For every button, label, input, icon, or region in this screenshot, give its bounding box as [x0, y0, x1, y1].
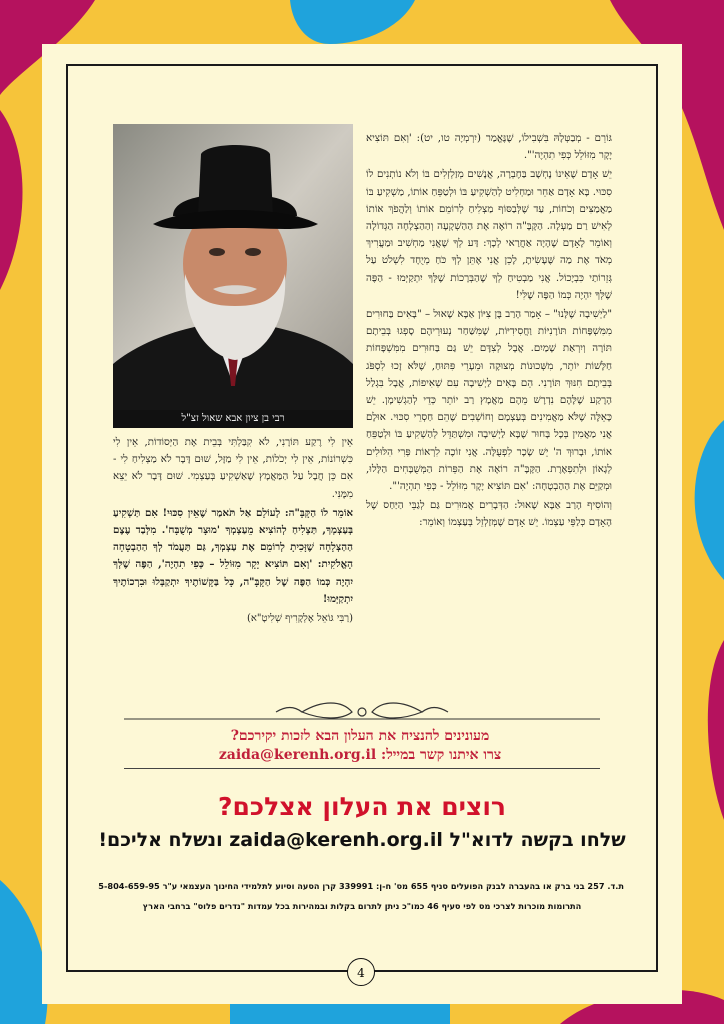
ornament-divider	[66, 700, 658, 724]
cta-subtitle: שלחו בקשה לדוא"ל zaida@kerenh.org.il ונשלח אליכם!	[98, 829, 626, 851]
promo-email-link[interactable]: zaida@kerenh.org.il	[218, 747, 377, 763]
article-bold-paragraph: אוֹמֵר לוֹ הַקָּבָּ"ה: לְעוֹלָם אַל תֹּאמַר שֶׁאֵין סִכּוּי! אִם תַּשְׁקִיעַ בְּעַצְמְךָ, תַּצְלִיחַ לְהוֹצִיא מֵעַצְמְךָ 'מוּצָר מְשֻׁבָּח'. מִלְּבַד עֶצֶם הַהַצְלָחָה שֶׁזָּכִיתָ לְרוֹמֵם אֶת עַצְמְךָ, גַּם תַּעֲמֹד לְךָ הַהַבְטָחָה הָאֱלֹקִית: 'וְאִם תּוֹצִיא יָקָר מִזּוֹלֵל – כְּפִי תִהְיֶה', הַפֶּה שֶׁלְּךָ יִהְיֶה כְּמוֹ הַפֶּה שֶׁל הַקָּבָּ"ה, כָּל בַּקָּשׁוֹתֶיךָ יִתְקַבְּלוּ וּבִרְכוֹתֶיךָ יִתְקַיְּמוּ!	[113, 506, 353, 605]
divider-line	[124, 768, 600, 769]
article-paragraph: וְהוֹסִיף הָרַב אַבָּא שָׁאוּל: הַדְּבָרִים אֲמוּרִים גַּם לְגַבֵּי הַיַּחַס שֶׁל הָאָדָם כְּלַפֵּי עַצְמוֹ. יֵשׁ אָדָם שֶׁמְּזַלְזֵל בְּעַצְמוֹ וְאוֹמֵר:	[366, 500, 612, 529]
article-paragraph: "לַיְשִׁיבָה שֶׁלָּנוּ" – אָמַר הָרַב בֶּן צִיּוֹן אַבָּא שָׁאוּל – "בָּאִים בַּחוּרִים מִמִּשְׁפָּחוֹת תּוֹרָנִיּוֹת וַחֲסִידִיּוֹת, שֶׁמִּשַּׁחַר נְעוּרֵיהֶם סָפְגוּ בְּבֵיתָם תּוֹרָה וְיִרְאַת שָׁמַיִם. אֲבָל לְצִדָּם יֵשׁ גַּם בַּחוּרִים מִמִּשְׁפָּחוֹת חַלָּשׁוֹת יוֹתֵר, מִשְּׁכוּנוֹת מְצוּקָה וּמֵעָרֵי פִּתּוּחַ, שֶׁלֹּא זָכוּ לִסְפֹּג בְּבֵיתָם חִנּוּךְ תּוֹרָנִי. הֵם בָּאִים לַיְשִׁיבָה עִם שְׁאִיפוֹת, אֲבָל בִּגְלַל הָרֶקַע שֶׁלָּהֶם נִדְרָשׁ מֵהֶם מַאֲמָץ רַב יוֹתֵר כְּדֵי לְהַגְשִׁימָן. יֵשׁ כָּאֵלֶּה שֶׁלֹּא מַאֲמִינִים בְּעַצְמָם וְחוֹשְׁבִים שֶׁהֵם חַסְרֵי סִכּוּי. אוּלָם אֲנִי מַאֲמִין בְּכָל בָּחוּר שֶׁבָּא לַיְשִׁיבָה וּמִשְׁתַּדֵּל לְהַשְׁקִיעַ בּוֹ וּלְטַפֵּחַ אוֹתוֹ, וּבָרוּךְ ה' יֵשׁ שָׂכָר לִפְעֻלָּה. אֲנִי זוֹכֶה לִרְאוֹת פְּרִי הִלּוּלִים לְגָאוֹן וּלְתִפְאֶרֶת. הַקָּבָּ"ה רוֹאֶה אֶת הַפֵּרוֹת הַמְּשֻׁבָּחִים הַלָּלוּ, וּמְקַיֵּם אֶת הַהַבְטָחָה: 'אִם תּוֹצִיא יָקָר מִזּוֹלֵל - כְּפִי תִהְיֶה'".	[366, 309, 612, 493]
legal-tax-info: התרומות מוכרות לצרכי מס לפי סעיף 46 כמו"כ ניתן לתרום בקלות ובמהירות בכל עמדות "נדרים פלוס" ברחבי הארץ	[142, 901, 582, 911]
dedication-promo	[120, 726, 600, 764]
article-right-column	[366, 130, 612, 534]
article-paragraph: אֵין לִי רֶקַע תּוֹרָנִי, לֹא קִבַּלְתִּי בְּבֵית אֶת הַיְּסוֹדוֹת, אֵין לִי כִּשְׁרוֹנוֹת, אֵין לִי יְכֹלוֹת, אֵין לִי מַזָּל, שׁוּם דָּבָר לֹא מַצְלִיחַ לִי - אִם כֵּן חֲבָל עַל הַמַּאֲמָץ שֶׁאַשְׁקִיעַ בְּעַצְמִי. שׁוּם דָּבָר לֹא יֵצֵא מִמֶּנִּי.	[113, 437, 353, 500]
article-paragraph: יֵשׁ אָדָם שֶׁאֵינוֹ נֶחְשָׁב בַּחֶבְרָה, אֲנָשִׁים מְזַלְזְלִים בּוֹ וְלֹא נוֹתְנִים לוֹ סִכּוּי. בָּא אָדָם אַחֵר וּמַחְלִיט לְהַשְׁקִיעַ בּוֹ וּלְטַפֵּחַ אוֹתוֹ, מַשְׁקִיעַ בּוֹ מַאֲמַצִּים וְכֹחוֹת, עַד שֶׁלְּבַסּוֹף מַצְלִיחַ לְרוֹמֵם אוֹתוֹ וְלַהֲפֹךְ אוֹתוֹ לְאִישׁ רַם מַעְלָה. הַקָּבָּ"ה רוֹאֶה אֶת הַהַשְׁקָעָה וְהַהַצְלָחָה הַגְּדוֹלָה וְאוֹמֵר לָאָדָם שֶׁהָיָה אַחֲרַאי לְכָךְ: דַּע לְךָ שֶׁאֲנִי מַחְשִׁיב וּמַעֲרִיךְ מְאֹד אֶת מַה שֶּׁעָשִׂיתָ, לָכֵן אֲנִי אֶתֵּן לְךָ כֹּחַ מְיֻחָד לִשְׁלֹט עַל גְּזֵרוֹתַי כִּבְיָכוֹל. אֲנִי מַבְטִיחַ לְךָ שֶׁהַבְּרָכוֹת שֶׁלְּךָ יִתְקַיְּמוּ - הַפֶּה שֶׁלְּךָ יִהְיֶה כְּמוֹ הַפֶּה שֶׁלִּי!	[366, 169, 612, 301]
cta-title: רוצים את העלון אצלכם?	[218, 792, 506, 821]
promo-question: מעונינים להנציח את העלון הבא לזכות יקירכם?	[230, 728, 490, 744]
article-left-column	[113, 434, 353, 629]
legal-donation-info: ת.ד. 257 בני ברק או בהעברה לבנק הפועלים סניף 655 מס' ח-ן: 339991 קרן הסעה וסיוע לתלמידי החינוך העצמאי ע"ר 5-804-659-95	[98, 881, 624, 891]
page-number: 4	[347, 958, 375, 986]
photo-caption: רבי בן ציון אבא שאול זצ"ל	[113, 410, 353, 428]
promo-contact-label: צרו איתנו קשר במייל:	[381, 747, 502, 763]
article-signature: (רַבִּי גּוֹאֵל אֶלְקָרִיף שְׁלִיטָ"א)	[247, 613, 353, 625]
rabbi-portrait-photo	[113, 124, 353, 410]
article-paragraph: גּוֹרֵם - מְבַטְּלָהּ בִּשְׁבִילוֹ, שֶׁנֶּאֱמַר (יִרְמְיָה טו, יט): 'וְאִם תּוֹצִיא יָקָר מִזּוֹלֵל כְּפִי תִהְיֶה'".	[366, 133, 612, 162]
